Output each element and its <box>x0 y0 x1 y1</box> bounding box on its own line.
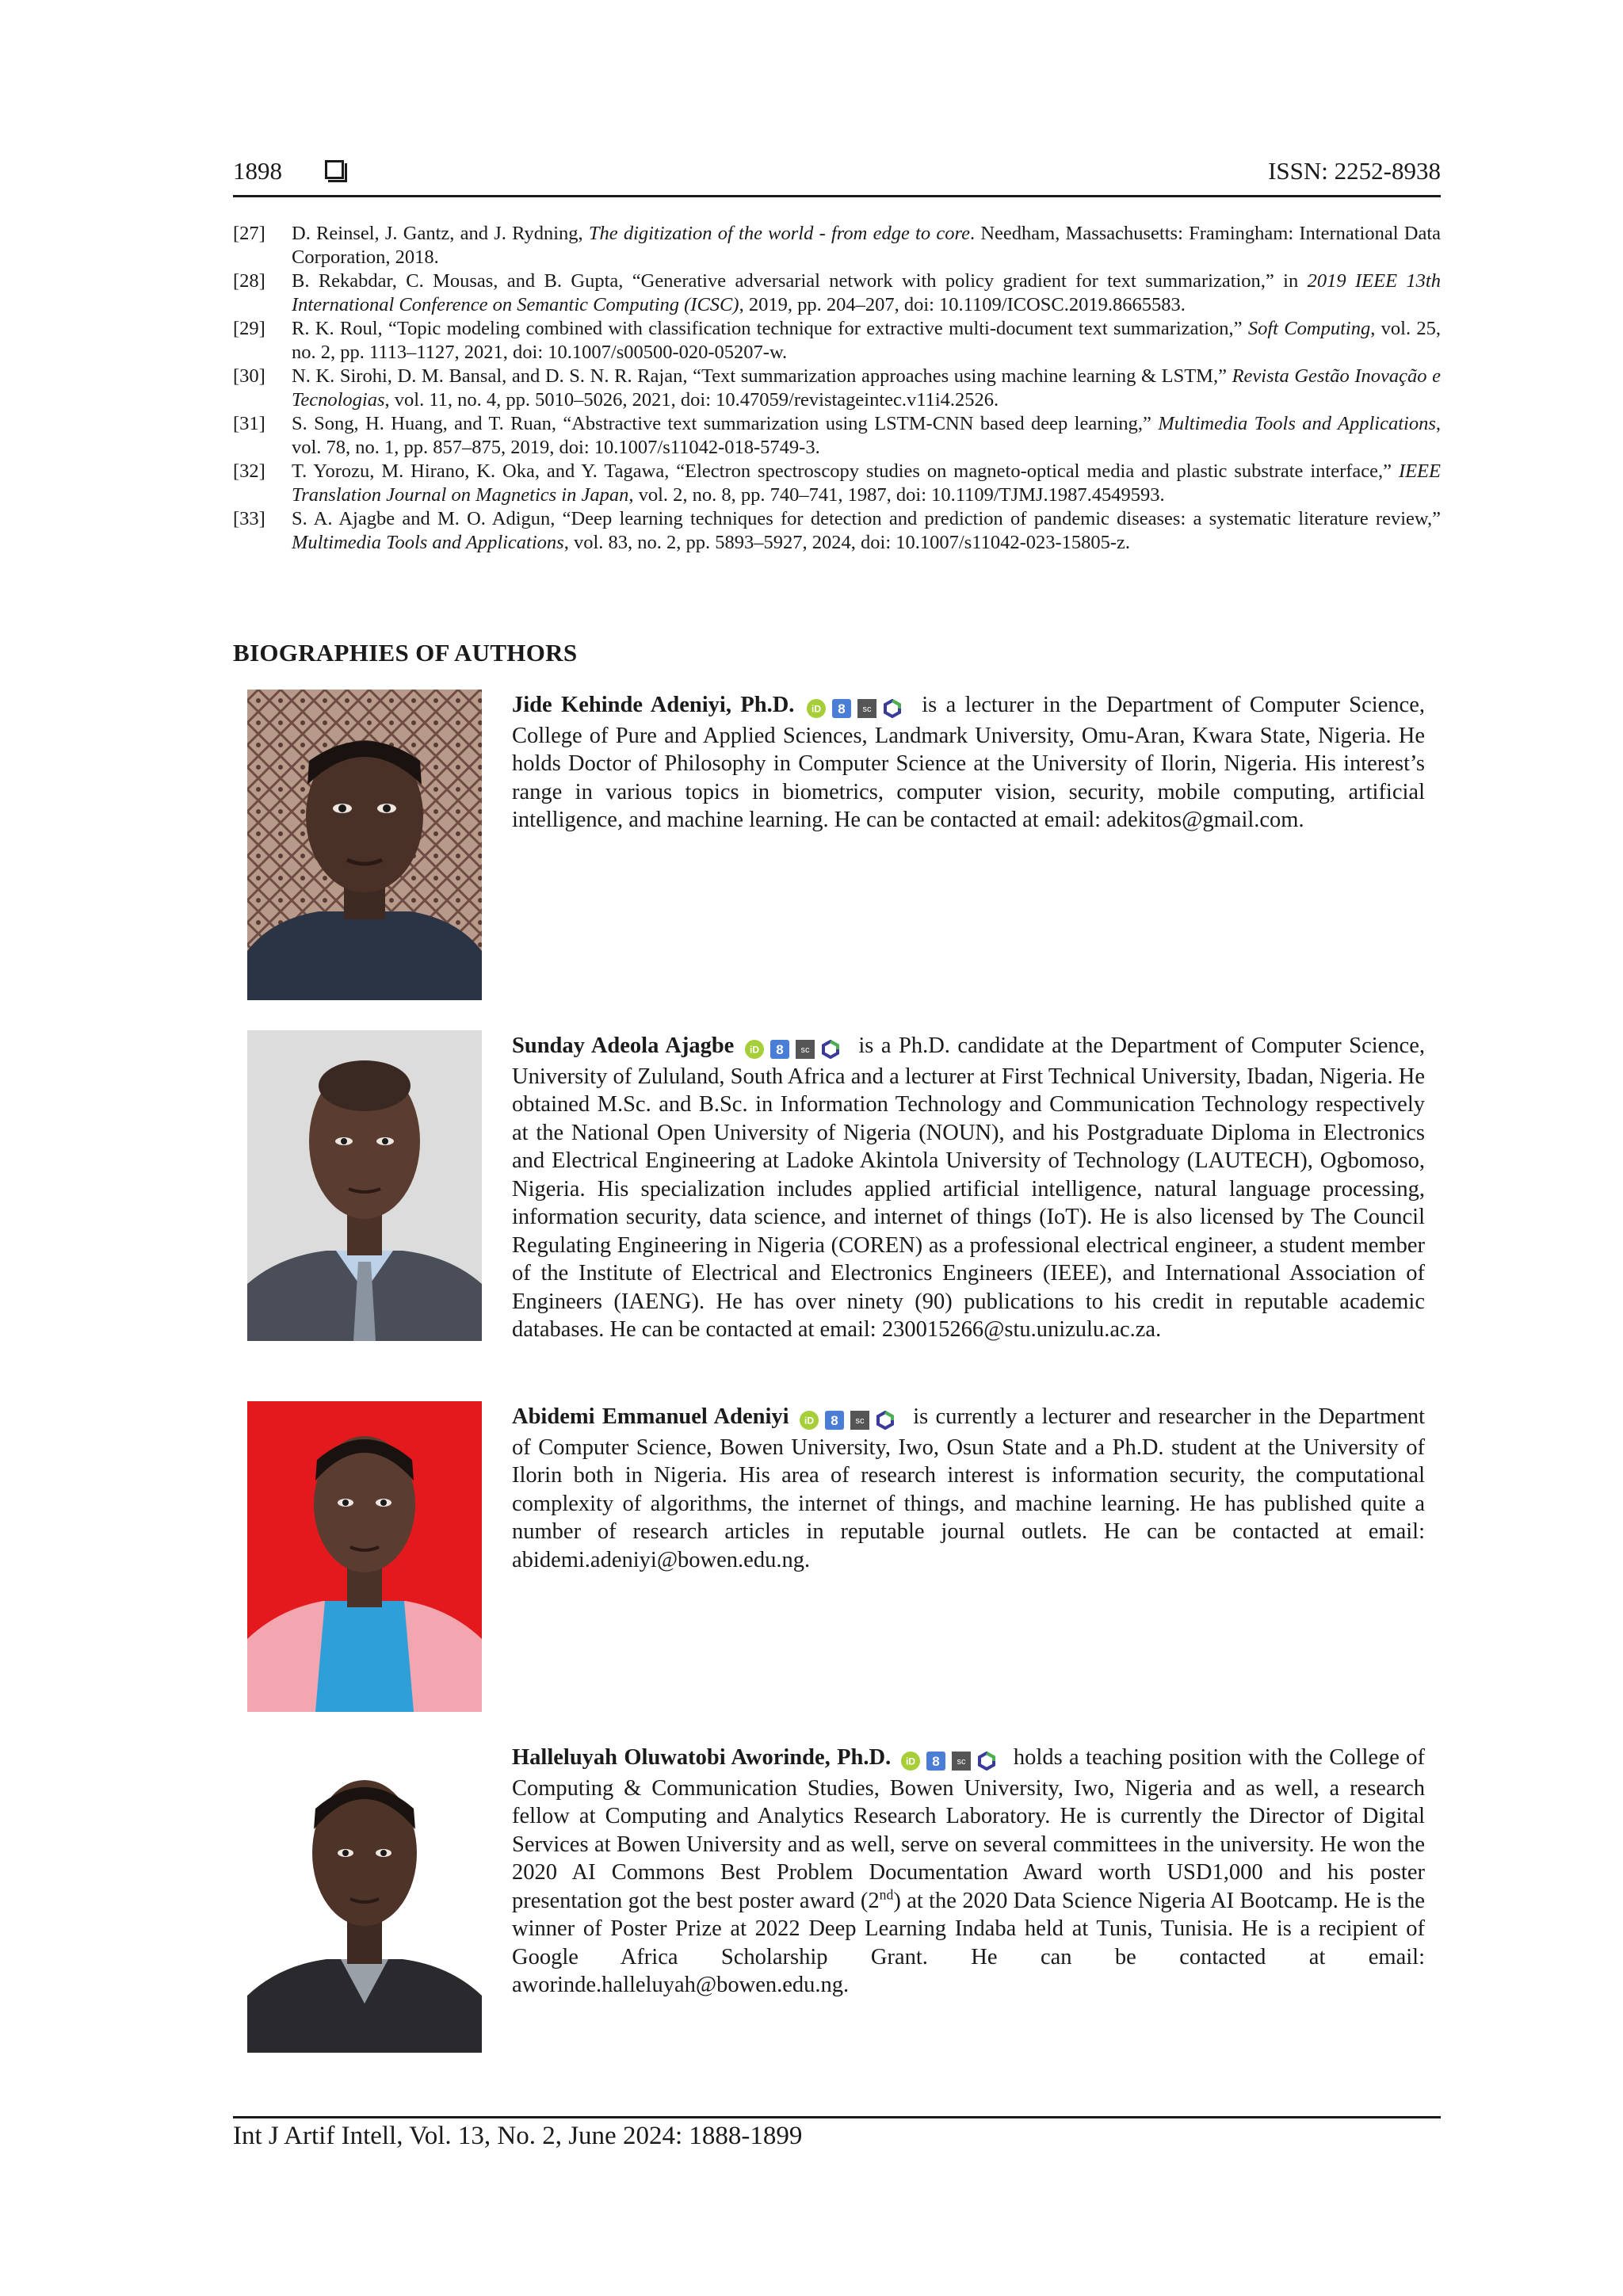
author-name: Halleluyah Oluwatobi Aworinde, Ph.D. <box>512 1745 892 1770</box>
author-bio-text: Jide Kehinde Adeniyi, Ph.D. iD 8 sc is a lecturer in the Department of Computer Science, College of Pure and Applied Sciences, Landmark University, Omu-Aran, Kwara State, Nigeria. He holds Doctor of Philosophy in Computer Science at the University of Ilorin, Nigeria. His interest’s range in various topics in biometrics, computer vision, security, mobile computing, artificial intelligence, and machine learning. He can be contacted at email: adekitos@gmail.com. <box>512 693 1425 832</box>
svg-text:8: 8 <box>831 1413 838 1429</box>
scopus-icon[interactable] <box>952 1752 971 1771</box>
svg-text:iD: iD <box>749 1044 759 1056</box>
author-name: Jide Kehinde Adeniyi, Ph.D. <box>512 693 795 717</box>
reference-item: [28] B. Rekabdar, C. Mousas, and B. Gupta, “Generative adversarial network with policy gradient for text summarization,” in 2019 IEEE 13th International Conference on Semantic Computing (ICSC), 2019, pp. 204–207, doi: 10.1109/ICOSC.2019.8665583. <box>233 270 1441 315</box>
svg-text:sc: sc <box>855 1416 865 1427</box>
journal-citation: Int J Artif Intell, Vol. 13, No. 2, June 2024: 1888-1899 <box>233 2122 803 2150</box>
issn: ISSN: 2252-8938 <box>1268 157 1441 185</box>
author-name: Sunday Adeola Ajagbe <box>512 1033 735 1058</box>
author-bio-text: Sunday Adeola Ajagbe iD 8 sc is a Ph.D. candidate at the Department of Computer Science, University of Zululand, South Africa and a lecturer at First Technical University, Ibadan, Nigeria. He obtained M.Sc. and B.Sc. in Information Technology and Communication Technology respectively at the National Open University of Nigeria (NOUN), and his Postgraduate Diploma in Electronics and Electrical Engineering at Ladoke Akintola University of Technology (LAUTECH), Ogbomoso, Nigeria. His specialization includes applied artificial intelligence, natural language processing, information security, data science, and internet of things (IoT). He is also licensed by The Council Regulating Engineering in Nigeria (COREN) as a professional electrical engineer, a student member of the Institute of Electrical and Electronics Engineers (IEEE), and International Association of Engineers (IAENG). He has over ninety (90) publications to his credit in reputable academic databases. He can be contacted at email: 230015266@stu.unizulu.ac.za. <box>512 1033 1425 1342</box>
svg-text:sc: sc <box>862 705 872 715</box>
author-photo <box>247 690 482 1000</box>
author-photo <box>247 1401 482 1712</box>
publons-icon[interactable] <box>977 1752 996 1771</box>
svg-text:iD: iD <box>811 703 821 715</box>
scopus-icon[interactable] <box>850 1411 869 1430</box>
profile-icons <box>807 693 908 722</box>
orcid-icon[interactable] <box>901 1752 920 1771</box>
reference-item: [27] D. Reinsel, J. Gantz, and J. Rydning, The digitization of the world - from edge to core. Needham, Massachusetts: Framingham: International Data Corporation, 2018. <box>233 223 1442 268</box>
scopus-icon[interactable] <box>796 1040 815 1059</box>
references-list <box>233 222 1441 555</box>
reference-item: [31] S. Song, H. Huang, and T. Ruan, “Abstractive text summarization using LSTM-CNN based deep learning,” Multimedia Tools and Applications, vol. 78, no. 1, pp. 857–875, 2019, doi: 10.1007/s11042-018-5749-3. <box>233 413 1441 458</box>
orcid-icon[interactable] <box>800 1411 819 1430</box>
orcid-icon[interactable] <box>807 699 826 718</box>
orcid-icon[interactable] <box>745 1040 764 1059</box>
svg-text:8: 8 <box>931 1754 940 1770</box>
scopus-icon[interactable] <box>857 699 876 718</box>
author-bio-text: Halleluyah Oluwatobi Aworinde, Ph.D. iD 8 sc holds a teaching position with the College of Computing & Communication Studies, Bowen University, Iwo, Nigeria and as well, a research fellow at Computing and Analytics Research Laboratory. He is currently the Director of Digital Services at Bowen University and as well, serve on several committees in the university. He won the 2020 AI Commons Best Problem Documentation Award worth USD1,000 and his poster presentation got the best poster award (2nd) at the 2020 Data Science Nigeria AI Bootcamp. He is the winner of Poster Prize at 2022 Deep Learning Indaba held at Tunis, Tunisia. He is a recipient of Google Africa Scholarship Grant. He can be contacted at email: aworinde.halleluyah@bowen.edu.ng. <box>512 1745 1426 1997</box>
google-scholar-icon[interactable] <box>832 699 851 718</box>
author-photo <box>247 1030 482 1341</box>
svg-text:8: 8 <box>776 1042 784 1058</box>
author-photo <box>247 1742 482 2053</box>
svg-text:sc: sc <box>957 1757 966 1767</box>
author-bio-text: Abidemi Emmanuel Adeniyi iD 8 sc is currently a lecturer and researcher in the Department of Computer Science, Bowen University, Iwo, Osun State and a Ph.D. student at the University of Ilorin both in Nigeria. His area of research interest is information security, the computational complexity of algorithms, the internet of things, and machine learning. He has published quite a number of research articles in reputable journal outlets. He can be contacted at email: abidemi.adeniyi@bowen.edu.ng. <box>512 1404 1425 1572</box>
reference-item: [33] S. A. Ajagbe and M. O. Adigun, “Deep learning techniques for detection and prediction of pandemic diseases: a systematic literature review,” Multimedia Tools and Applications, vol. 83, no. 2, pp. 5893–5927, 2024, doi: 10.1007/s11042-023-15805-z. <box>233 508 1441 553</box>
publons-icon[interactable] <box>883 699 902 718</box>
author-name: Abidemi Emmanuel Adeniyi <box>512 1404 789 1429</box>
google-scholar-icon[interactable] <box>770 1040 789 1059</box>
reference-item: [32] T. Yorozu, M. Hirano, K. Oka, and Y. Tagawa, “Electron spectroscopy studies on magneto-optical media and plastic substrate interface,” IEEE Translation Journal on Magnetics in Japan, vol. 2, no. 8, pp. 740–741, 1987, doi: 10.1109/TJMJ.1987.4549593. <box>233 460 1441 506</box>
svg-text:sc: sc <box>800 1045 810 1056</box>
journal-box-icon <box>325 160 344 179</box>
page-footer <box>233 2116 1441 2151</box>
reference-item: [29] R. K. Roul, “Topic modeling combined with classification technique for extractive multi-document text summarization,” Soft Computing, vol. 25, no. 2, pp. 1113–1127, 2021, doi: 10.1007/s00500-020-05207-w. <box>233 318 1442 363</box>
profile-icons <box>745 1034 846 1063</box>
section-heading: BIOGRAPHIES OF AUTHORS <box>233 639 578 667</box>
google-scholar-icon[interactable] <box>926 1752 945 1771</box>
reference-item: [30] N. K. Sirohi, D. M. Bansal, and D. S. N. R. Rajan, “Text summarization approaches using machine learning & LSTM,” Revista Gestão Inovação e Tecnologias, vol. 11, no. 4, pp. 5010–5026, 2021, doi: 10.47059/revistageintec.v11i4.2526. <box>233 365 1441 411</box>
publons-icon[interactable] <box>876 1411 895 1430</box>
svg-text:iD: iD <box>905 1755 915 1767</box>
svg-text:iD: iD <box>804 1415 814 1427</box>
svg-text:8: 8 <box>838 701 846 717</box>
google-scholar-icon[interactable] <box>825 1411 844 1430</box>
profile-icons <box>901 1746 1002 1775</box>
page-number: 1898 <box>233 157 282 185</box>
publons-icon[interactable] <box>821 1040 840 1059</box>
page-header <box>233 155 1441 197</box>
profile-icons <box>800 1405 901 1434</box>
